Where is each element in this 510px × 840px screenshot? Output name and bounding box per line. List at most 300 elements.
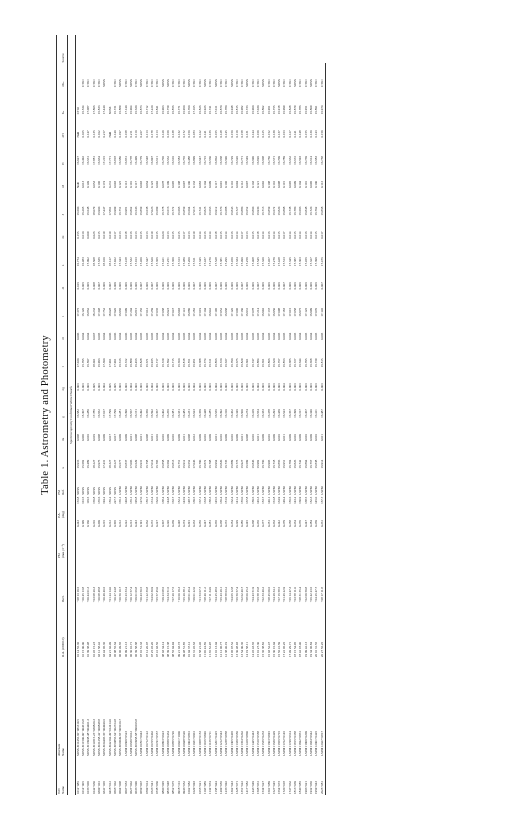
table-cell: 0.004 <box>271 332 276 340</box>
column-header: r <box>61 366 66 368</box>
table-cell: 151.9 <box>224 496 229 504</box>
table-cell: 16.739 <box>314 358 319 368</box>
table-cell: 16.859 <box>266 206 271 216</box>
table-cell: +09 01 22.0 <box>192 586 197 603</box>
table-cell: CTIO <box>271 79 276 87</box>
table-cell: 0.119 <box>234 130 239 138</box>
table-cell: 17.460 <box>139 257 144 267</box>
table-cell: 16.466 <box>134 358 139 368</box>
table-cell: 0.143 <box>314 130 319 138</box>
table-cell: 0.015 <box>218 231 223 239</box>
table-cell: 0.015 <box>277 231 282 239</box>
table-cell: 16.786 <box>298 105 303 115</box>
table-cell: 16.951 <box>282 459 287 469</box>
table-cell: 0.003 <box>139 383 144 391</box>
table-cell: 0.148 <box>298 130 303 138</box>
table-cell: 158.3 <box>208 496 213 504</box>
table-cell: LSPM <box>287 486 292 495</box>
table-cell: 0.007 <box>213 282 218 290</box>
table-cell: 0.005 <box>320 318 326 341</box>
table-cell: 0.004 <box>208 332 213 340</box>
table-cell: 16 30 16.04 <box>271 641 276 658</box>
table-cell: 0.165 <box>213 130 218 138</box>
table-cell: 0.006 <box>128 282 133 290</box>
table-cell: 16.690 <box>250 156 255 165</box>
table-cell: 16.601 <box>245 358 250 368</box>
table-cell: 0.006 <box>144 282 149 290</box>
table-cell: 17.259 <box>245 257 250 267</box>
table-cell: CTIO <box>320 63 326 87</box>
table-cell: 0.263 <box>271 520 276 528</box>
table-cell: 0.011 <box>240 434 245 442</box>
table-cell: 17.421 <box>160 257 165 267</box>
table-cell: 16.771 <box>240 156 245 165</box>
table-cell: 16.856 <box>171 105 176 115</box>
table-cell: +08 17 11.8 <box>320 559 326 603</box>
table-cell: 16.280 <box>86 409 91 418</box>
table-cell: CTIO <box>91 79 96 87</box>
table-cell: 16.818 <box>112 156 117 165</box>
table-cell: 0.013 <box>144 231 149 239</box>
table-cell: 119.5 <box>86 496 91 504</box>
table-cell: SDSS <box>261 79 266 87</box>
table-cell: 16.741 <box>208 105 213 115</box>
table-cell: 16.532 <box>165 156 170 165</box>
table-cell: 0836+048 <box>165 781 170 794</box>
table-cell: LSPM J1510+0558 <box>255 731 260 756</box>
table-cell: 17.528 <box>213 257 218 267</box>
table-cell: 17.017 <box>102 409 107 418</box>
table-cell: 0.092 <box>261 180 266 189</box>
table-cell: 0.008 <box>187 434 192 442</box>
table-cell: 2025+081 <box>320 757 326 795</box>
table-cell: LSPM <box>255 486 260 495</box>
table-cell: 0505−002 <box>112 781 117 794</box>
table-cell: 0.013 <box>118 231 123 239</box>
table-cell: 0.125 <box>150 180 155 189</box>
table-cell: 16.790 <box>197 459 202 469</box>
table-cell: 1443+049 <box>250 781 255 794</box>
table-cell: 16.778 <box>160 206 165 216</box>
table-cell: 16.738 <box>287 206 292 216</box>
table-cell: 0.005 <box>91 383 96 391</box>
table-cell: 16.960 <box>181 105 186 115</box>
table-cell: 0.141 <box>203 130 208 138</box>
table-cell: 0.003 <box>123 383 128 391</box>
table-cell: SDSS <box>213 79 218 87</box>
table-cell: 16.483 <box>181 409 186 418</box>
table-cell: 17.035 <box>155 307 160 317</box>
table-cell: 16.727 <box>293 358 298 368</box>
table-cell: −00 45 13.8 <box>81 586 86 603</box>
table-cell: 0.003 <box>134 383 139 391</box>
table-cell: 16.739 <box>303 156 308 165</box>
table-cell: 17.428 <box>277 257 282 267</box>
table-cell: 0.014 <box>208 231 213 239</box>
table-cell: 06 39 58.68 <box>134 641 139 658</box>
table-cell: 16.931 <box>245 307 250 317</box>
table-cell: 16.755 <box>271 105 276 115</box>
table-cell: 16.600 <box>75 206 80 216</box>
table-cell: 0.004 <box>213 383 218 391</box>
table-cell: −08 13 19.5 <box>75 586 80 603</box>
table-cell: 0.015 <box>155 231 160 239</box>
table-cell: 0.145 <box>224 130 229 138</box>
table-cell: LSPM <box>144 486 149 495</box>
table-cell: 16.623 <box>192 409 197 418</box>
table-cell: 0.011 <box>139 434 144 442</box>
table-cell: CTIO <box>181 79 186 87</box>
column-header: σKₛ <box>61 81 66 87</box>
table-cell: 136.4 <box>218 496 223 504</box>
table-cell: LSPM J1305+0405 <box>229 731 234 756</box>
table-cell: 0.113 <box>320 166 326 189</box>
table-cell: SDSS J031258.42−000848.8 <box>97 719 102 756</box>
table-cell: 1720+018 <box>282 781 287 794</box>
table-cell: 0.211 <box>128 130 133 138</box>
table-cell: 0.245 <box>245 520 250 528</box>
table-cell: 16.815 <box>234 105 239 115</box>
table-cell: 17.881 <box>91 156 96 165</box>
table-cell: SDSS <box>229 79 234 87</box>
table-cell: 16.274 <box>245 409 250 418</box>
table-cell: 16.935 <box>150 358 155 368</box>
table-cell: LSPM J1238+0858 <box>224 731 229 756</box>
table-cell: 0.015 <box>293 231 298 239</box>
table-cell: LSPM <box>213 486 218 495</box>
table-cell: 17.216 <box>102 156 107 165</box>
table-cell: 17.922 <box>112 257 117 267</box>
table-cell: 17.303 <box>298 257 303 267</box>
table-cell: 16.536 <box>213 409 218 418</box>
table-cell: SDSS J034405.36−004940.6 <box>102 719 107 756</box>
table-cell: 156.6 <box>287 496 292 504</box>
table-cell: 16.392 <box>218 409 223 418</box>
table-cell: 156.7 <box>144 496 149 504</box>
table-cell: 1236+092 <box>224 781 229 794</box>
table-cell: SDSS J063958.68+090106.8 <box>134 719 139 756</box>
table-cell: 0.262 <box>144 520 149 528</box>
table-cell: 16.767 <box>308 459 313 469</box>
table-cell: 16.593 <box>298 156 303 165</box>
table-cell: 0.100 <box>314 180 319 189</box>
table-cell: 0.020 <box>160 231 165 239</box>
table-cell: 0.097 <box>245 180 250 189</box>
table-cell: 16.487 <box>320 392 326 419</box>
table-cell: 0.174 <box>102 180 107 189</box>
table-cell: 0.014 <box>197 231 202 239</box>
table-cell: 16.780 <box>293 206 298 216</box>
table-cell: 0.016 <box>229 231 234 239</box>
table-cell: 17.015 <box>192 206 197 216</box>
table-cell: −00 49 40.6 <box>102 586 107 603</box>
table-cell: 16.859 <box>181 206 186 216</box>
table-cell: 16.419 <box>250 409 255 418</box>
table-cell: −00 27 24.8 <box>112 586 117 603</box>
table-cell: LSPM <box>303 486 308 495</box>
table-cell: 0.006 <box>303 282 308 290</box>
table-cell: LSPM <box>218 486 223 495</box>
table-cell: 16.837 <box>123 459 128 469</box>
table-cell: SDSS <box>187 79 192 87</box>
table-cell: LSPM J1603+0845 <box>266 731 271 756</box>
table-cell: 0.003 <box>293 383 298 391</box>
table-cell: 17.058 <box>293 307 298 317</box>
table-cell: 0.006 <box>123 282 128 290</box>
table-cell: 0.272 <box>224 520 229 528</box>
table-cell: 0.011 <box>181 434 186 442</box>
table-cell: 0.015 <box>176 231 181 239</box>
table-cell: 09 21 03.73 <box>176 641 181 658</box>
table-cell: 17.092 <box>86 257 91 267</box>
table-cell: 0.083 <box>197 180 202 189</box>
table-cell: 0.096 <box>308 180 313 189</box>
table-cell: 16.317 <box>298 409 303 418</box>
table-cell: 18.079 <box>91 206 96 216</box>
table-cell: 0.011 <box>213 434 218 442</box>
table-cell: 0.197 <box>118 130 123 138</box>
table-cell: 0418+012 <box>107 781 112 794</box>
table-cell: 16.751 <box>176 459 181 469</box>
table-cell: 0.006 <box>197 282 202 290</box>
table-cell: +05 57 45.0 <box>155 586 160 603</box>
table-cell: 17.431 <box>102 459 107 469</box>
table-cell: 16.620 <box>234 156 239 165</box>
table-cell: LSPM J1749+0614 <box>287 731 292 756</box>
table-cell: SDSS J011500.00−004513.8 <box>81 719 86 756</box>
table-cell: 12 38 40.19 <box>224 641 229 658</box>
table-cell: SDSS J013938.48+004401.3 <box>86 719 91 756</box>
column-header: Source <box>61 53 66 63</box>
table-cell: 0.006 <box>203 282 208 290</box>
table-cell: 156.2 <box>107 496 112 504</box>
table-cell: 16.815 <box>320 341 326 368</box>
table-cell: 17 22 05.26 <box>282 641 287 658</box>
table-cell: 16.879 <box>293 105 298 115</box>
table-cell: 16.778 <box>128 156 133 165</box>
table-cell: LSPM <box>160 486 165 495</box>
table-cell: 162.0 <box>155 496 160 504</box>
table-cell: 16.899 <box>192 156 197 165</box>
table-cell: 16.688 <box>197 358 202 368</box>
table-cell: +05 23 33.4 <box>123 586 128 603</box>
table-cell: 16.982 <box>240 105 245 115</box>
table-cell: 16.968 <box>224 307 229 317</box>
table-cell: 16.467 <box>303 409 308 418</box>
table-cell: LSPM <box>134 486 139 495</box>
table-cell: +01 53 07.7 <box>197 586 202 603</box>
table-cell: 0.010 <box>81 231 86 239</box>
table-cell: LSPM J1212+0543 <box>218 731 223 756</box>
table-cell: 0.010 <box>218 434 223 442</box>
table-cell: 18.508 <box>91 257 96 267</box>
table-cell: 0.015 <box>97 231 102 239</box>
table-cell: 16.340 <box>308 409 313 418</box>
table-cell: 0.008 <box>134 434 139 442</box>
table-cell: 0.004 <box>287 332 292 340</box>
table-cell: 155.0 <box>240 496 245 504</box>
table-cell: 0.013 <box>81 180 86 189</box>
table-cell: 16.660 <box>176 358 181 368</box>
table-cell: 17.014 <box>150 459 155 469</box>
table-cell: LSPM <box>128 486 133 495</box>
table-cell: CTIO <box>81 79 86 87</box>
table-cell: 16.706 <box>160 156 165 165</box>
table-cell: 16.631 <box>86 156 91 165</box>
table-cell: 06 09 21.13 <box>123 641 128 658</box>
table-cell: 17.141 <box>181 307 186 317</box>
table-cell: 16.620 <box>271 358 276 368</box>
table-cell: 16.688 <box>224 206 229 216</box>
table-cell: 16.448 <box>203 409 208 418</box>
table-cell: 0.286 <box>240 520 245 528</box>
table-cell: LSPM J1536+0233 <box>261 731 266 756</box>
table-cell: CTIO <box>134 79 139 87</box>
table-cell: 0.003 <box>97 383 102 391</box>
table-cell: 16.951 <box>303 105 308 115</box>
table-cell: 16.733 <box>245 105 250 115</box>
table-cell: 17.320 <box>261 257 266 267</box>
table-cell: 0.010 <box>203 434 208 442</box>
table-cell: 0.003 <box>118 383 123 391</box>
table-cell: 16.720 <box>308 206 313 216</box>
table-cell: 0.009 <box>224 434 229 442</box>
table-cell: Null <box>107 131 112 138</box>
table-cell: 18.327 <box>107 459 112 469</box>
table-cell: LSPM <box>139 486 144 495</box>
table-cell: 16.975 <box>298 307 303 317</box>
table-cell: 0.110 <box>303 181 308 189</box>
table-cell: 08 55 04.94 <box>171 641 176 658</box>
table-cell: +06 14 47.3 <box>287 586 292 603</box>
table-cell: 16.685 <box>287 358 292 368</box>
table-cell: 0.005 <box>165 332 170 340</box>
table-cell: 16.478 <box>266 409 271 418</box>
table-cell: 0.009 <box>112 282 117 290</box>
table-cell: 0.011 <box>255 434 260 442</box>
table-cell: 16.672 <box>271 206 276 216</box>
table-cell: 0.004 <box>134 332 139 340</box>
table-cell: 0.019 <box>91 434 96 442</box>
table-cell: LSPM J1630+0429 <box>271 731 276 756</box>
table-cell: +01 22 36.8 <box>144 586 149 603</box>
column-header: σi <box>61 286 66 290</box>
table-cell: 0.005 <box>314 332 319 340</box>
table-cell: LSPM <box>155 486 160 495</box>
table-cell: 0.009 <box>123 434 128 442</box>
table-cell: 16.773 <box>234 459 239 469</box>
table-cell: 0.003 <box>261 383 266 391</box>
table-cell: SDSS J011455.36−081319.5 <box>75 719 80 756</box>
table-row <box>320 35 326 795</box>
table-cell: 16.281 <box>118 409 123 418</box>
table-cell: CTIO <box>298 79 303 87</box>
table-cell: 17.620 <box>150 257 155 267</box>
table-cell: 0.006 <box>134 282 139 290</box>
table-cell: 17.296 <box>224 257 229 267</box>
table-cell: CTIO <box>197 79 202 87</box>
table-cell: +04 43 51.9 <box>250 586 255 603</box>
table-cell: 16.652 <box>245 206 250 216</box>
table-cell: LSPM <box>266 486 271 495</box>
table-cell: 16.780 <box>224 105 229 115</box>
table-cell: 140.8 <box>123 496 128 504</box>
table-cell: 17.752 <box>102 307 107 317</box>
table-cell: +05 20 38.1 <box>181 586 186 603</box>
table-cell: 0.003 <box>298 383 303 391</box>
table-cell: 0.169 <box>255 130 260 138</box>
table-cell: 01 15 00.00 <box>81 641 86 658</box>
table-cell: 17.480 <box>181 257 186 267</box>
table-cell: 17.220 <box>150 105 155 115</box>
table-cell: 17.087 <box>86 105 91 115</box>
table-cell: 0.012 <box>192 434 197 442</box>
table-cell: 0.006 <box>293 282 298 290</box>
table-cell: LSPM <box>314 486 319 495</box>
table-cell: 0.091 <box>218 180 223 189</box>
table-cell: 0604+008 <box>118 781 123 794</box>
table-cell: 0.100 <box>187 180 192 189</box>
table-cell: 1209+056 <box>218 781 223 794</box>
table-cell: 16.402 <box>160 409 165 418</box>
table-cell: 16.774 <box>75 257 80 267</box>
table-cell: CTIO <box>282 79 287 87</box>
table-cell: 0.191 <box>139 520 144 528</box>
table-cell: 16.492 <box>81 156 86 165</box>
table-cell: 16.696 <box>298 206 303 216</box>
table-cell: 17.068 <box>160 307 165 317</box>
table-cell: 0.005 <box>203 332 208 340</box>
table-cell: 0.004 <box>81 332 86 340</box>
table-cell: 16.750 <box>266 156 271 165</box>
table-cell: 0.003 <box>187 383 192 391</box>
table-cell: 0.007 <box>192 282 197 290</box>
table-cell: 0.006 <box>75 332 80 340</box>
table-cell: 16.390 <box>123 409 128 418</box>
table-cell: +08 00 25.3 <box>245 586 250 603</box>
table-cell: 0.212 <box>107 520 112 528</box>
table-cell: 15.307 <box>81 409 86 418</box>
table-cell: LSPM J1031+0901 <box>192 731 197 756</box>
table-cell: 0.095 <box>287 180 292 189</box>
table-cell: 0.026 <box>91 231 96 239</box>
table-cell: 0.270 <box>298 520 303 528</box>
table-cell: 17.030 <box>75 358 80 368</box>
table-cell: 19 09 42.13 <box>303 641 308 658</box>
table-cell: 16.772 <box>171 206 176 216</box>
table-cell: 17.052 <box>218 307 223 317</box>
table-cell: +04 02 30.9 <box>150 586 155 603</box>
table-cell: 0.099 <box>293 180 298 189</box>
table-cell: 16.632 <box>287 156 292 165</box>
table-cell: 0.155 <box>75 231 80 239</box>
table-cell: 0.121 <box>255 180 260 189</box>
table-cell: 0.007 <box>107 282 112 290</box>
table-cell: 17.408 <box>250 257 255 267</box>
table-cell: 0.015 <box>314 231 319 239</box>
table-cell: 0.216 <box>102 520 107 528</box>
table-cell: 0.222 <box>123 520 128 528</box>
table-cell: 0.007 <box>97 282 102 290</box>
column-header: Name <box>61 786 66 794</box>
table-cell: 0.005 <box>266 332 271 340</box>
table-cell: 0.281 <box>208 520 213 528</box>
table-cell: 18.010 <box>102 257 107 267</box>
table-cell: 16.774 <box>203 358 208 368</box>
table-cell: LSPM J0712+0122 <box>144 731 149 756</box>
table-cell: 0.279 <box>282 520 287 528</box>
table-cell: 0.113 <box>144 130 149 138</box>
